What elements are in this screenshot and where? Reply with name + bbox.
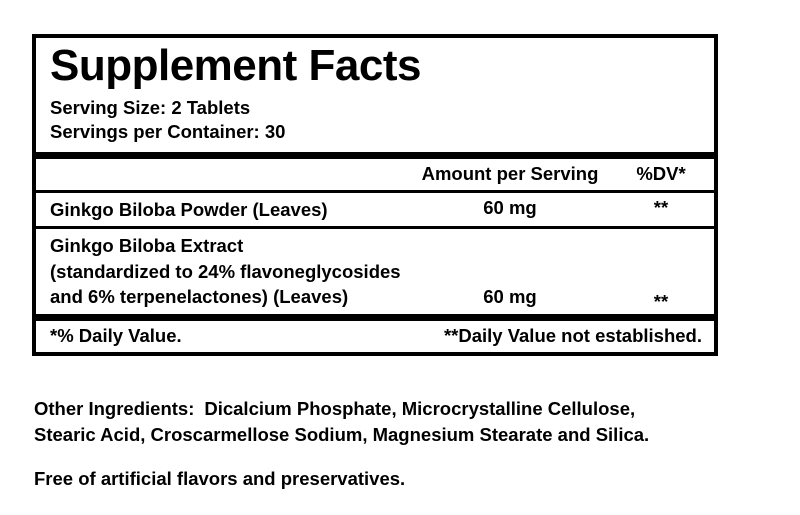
- page-title: Supplement Facts: [50, 41, 421, 90]
- ingredient-name: Ginkgo Biloba Powder (Leaves): [50, 198, 328, 220]
- header-daily-value: %DV*: [636, 162, 686, 184]
- ingredient-amount: 60 mg: [483, 196, 537, 218]
- other-ingredients: [34, 396, 754, 449]
- nutrient-row-2: [36, 229, 714, 314]
- header-amount-per-serving: Amount per Serving: [421, 162, 599, 184]
- ingredient-name-line-3: and 6% terpenelactones) (Leaves): [50, 286, 349, 308]
- ingredient-dv: **: [653, 291, 669, 313]
- free-of-statement: Free of artificial flavors and preservatives.: [34, 467, 406, 489]
- footnote-not-established: **Daily Value not established.: [443, 324, 702, 346]
- ingredient-dv: **: [653, 196, 669, 218]
- other-ingredients-line-2: Stearic Acid, Croscarmellose Sodium, Magnesium Stearate and Silica.: [34, 424, 650, 446]
- servings-per-container: Servings per Container: 30: [50, 121, 286, 143]
- serving-size: Serving Size: 2 Tablets: [50, 96, 251, 118]
- below-panel-text: [34, 396, 754, 490]
- table-row: [36, 229, 714, 314]
- nutrient-row-1: [36, 193, 714, 227]
- divider-thick-bottom: [36, 314, 714, 321]
- footnote-daily-value: *% Daily Value.: [50, 324, 182, 346]
- nutrients-table: [36, 159, 714, 190]
- footnote-row: [36, 321, 714, 352]
- header-nutrient: [36, 159, 412, 190]
- serving-info: [36, 92, 714, 152]
- table-header-row: [36, 159, 714, 190]
- ingredient-amount: 60 mg: [483, 286, 537, 308]
- ingredient-name: [36, 229, 412, 314]
- other-ingredients-label: Other Ingredients:: [34, 398, 195, 419]
- panel-title-row: [36, 38, 714, 92]
- ingredient-name-line-1: Ginkgo Biloba Extract: [50, 235, 244, 257]
- divider-thick-top: [36, 152, 714, 159]
- table-row: [36, 193, 714, 227]
- other-ingredients-line-1: Dicalcium Phosphate, Microcrystalline Cellulose,: [204, 398, 636, 419]
- supplement-facts-panel: [32, 34, 718, 356]
- ingredient-name-line-2: (standardized to 24% flavoneglycosides: [50, 260, 401, 282]
